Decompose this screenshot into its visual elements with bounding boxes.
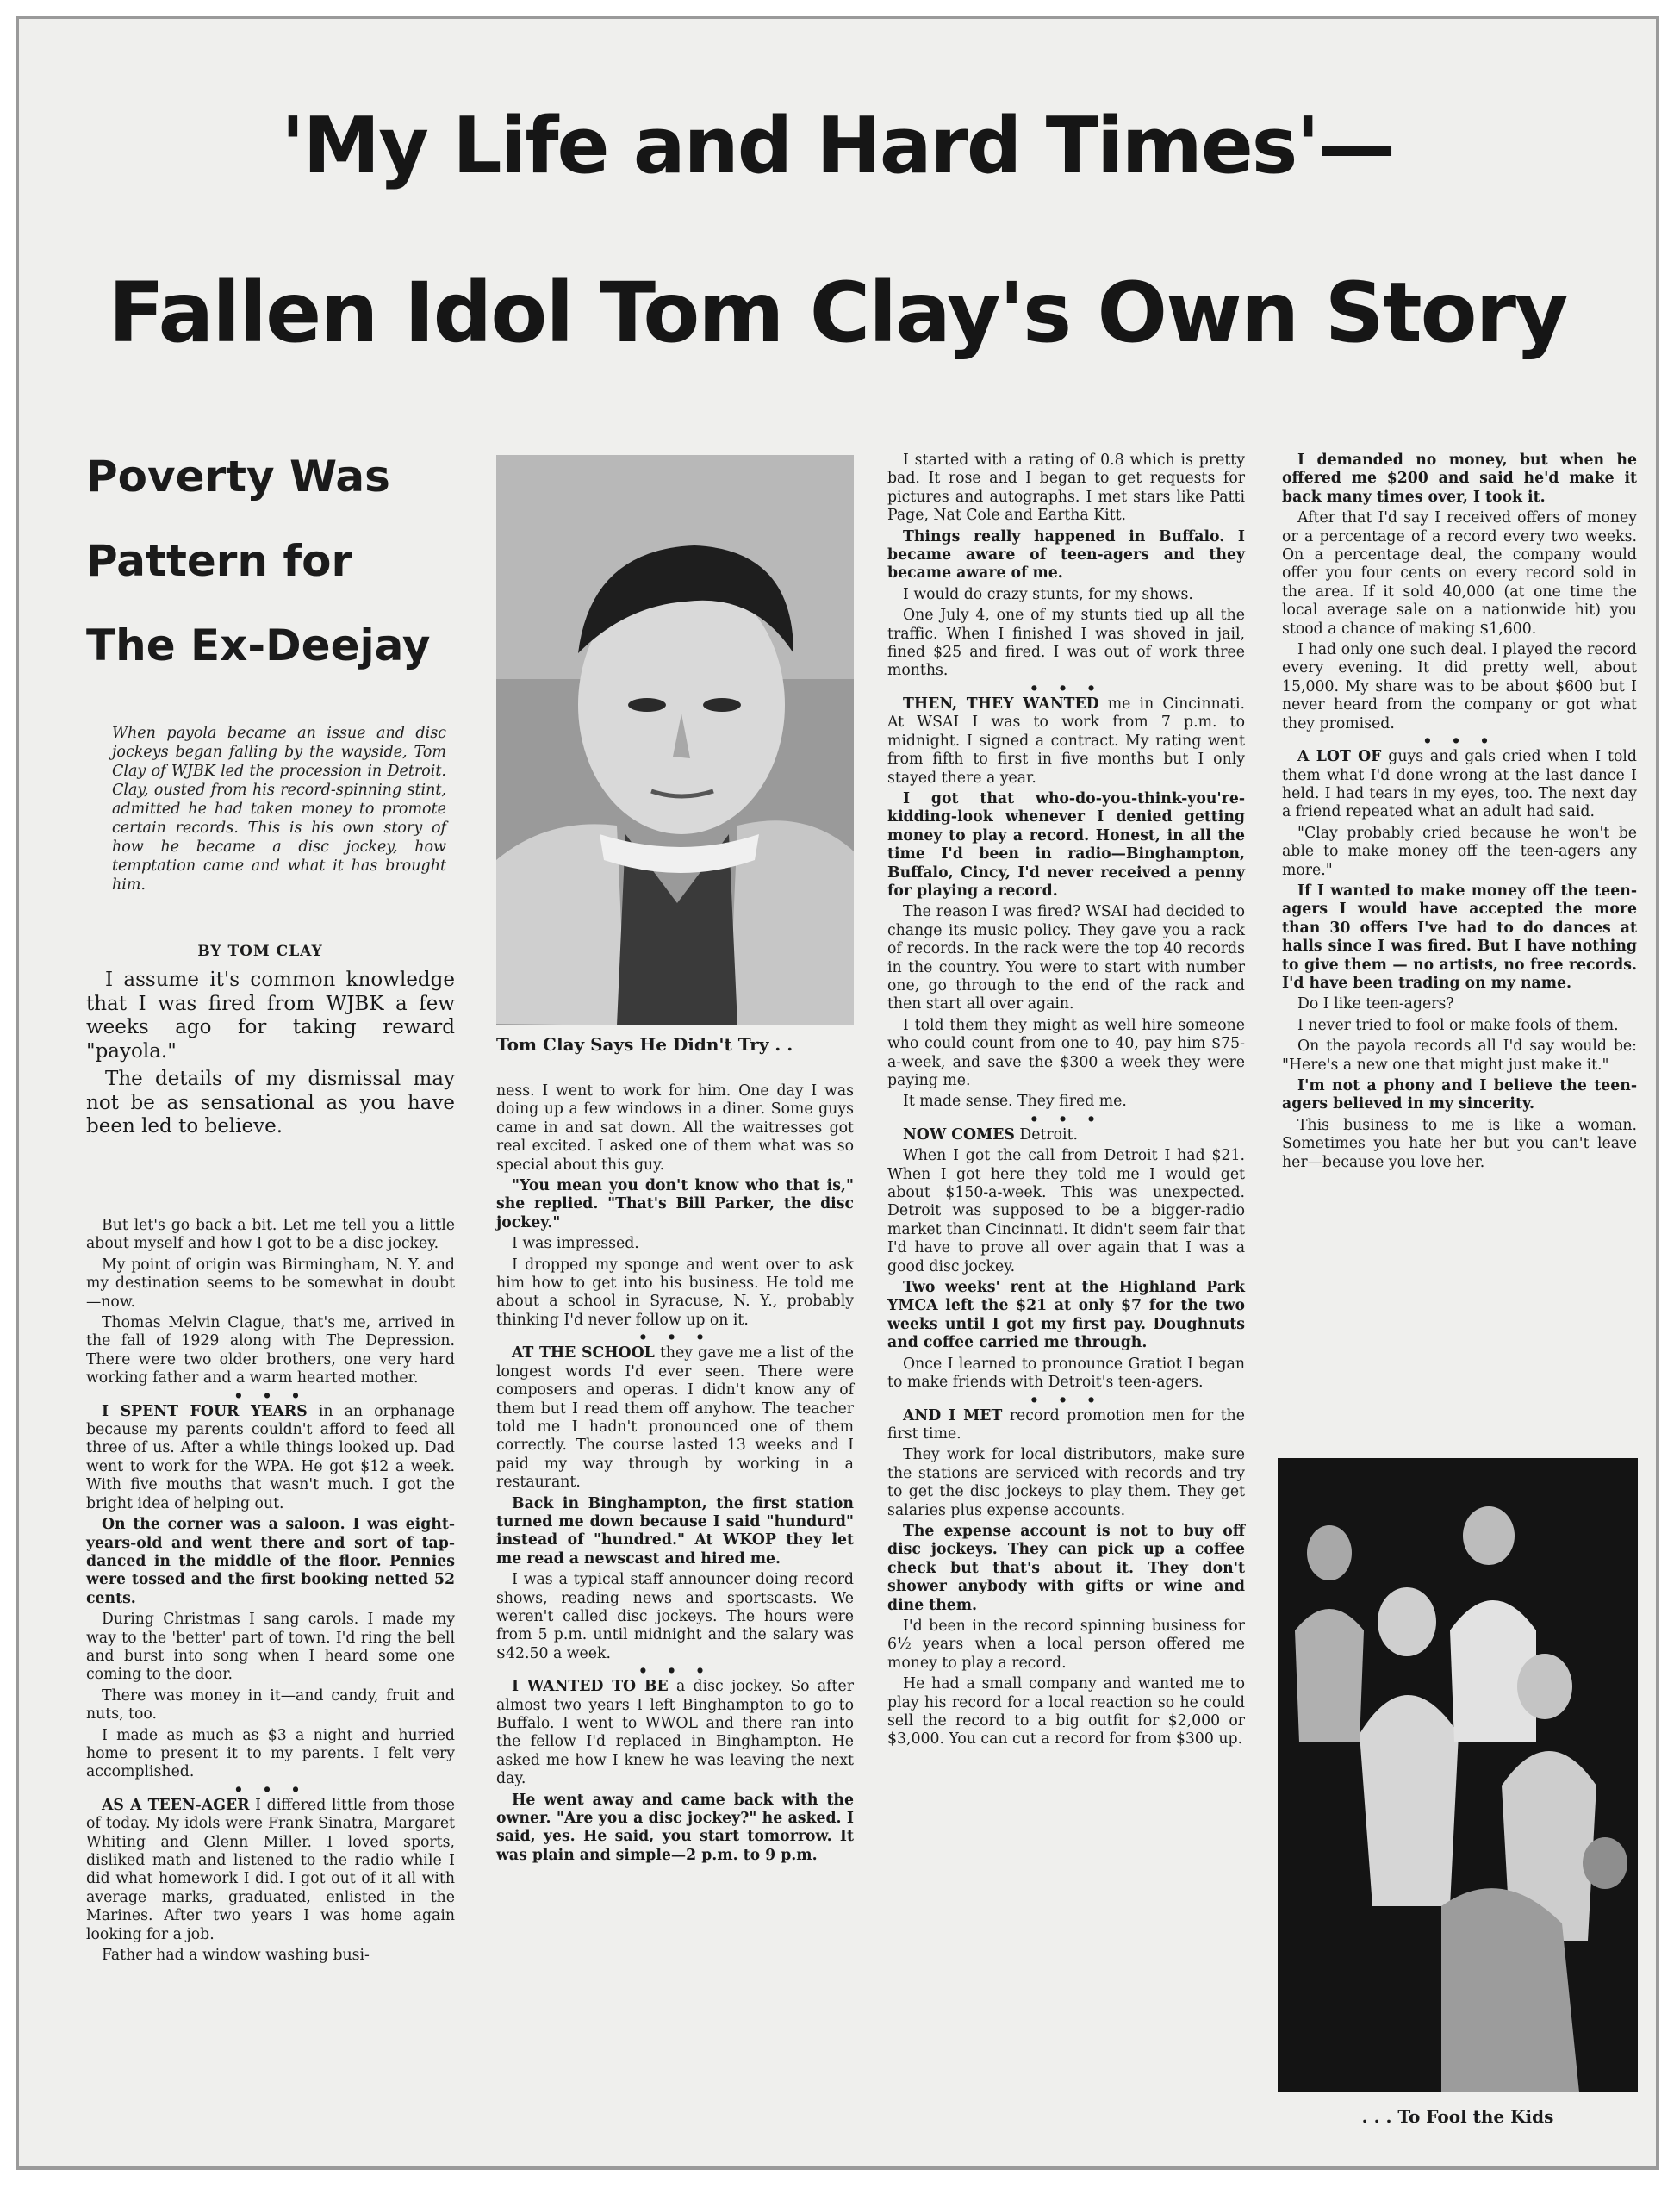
paragraph-text: There was money in it—and candy, fruit and nuts, too.	[86, 1686, 455, 1724]
paragraph-text: a disc jockey. So after almost two years I left Binghampton to go to Buffalo. I went to WWOL and there ran into the fellow I'd replaced in Binghampton. He asked me how I knew he was leaving the next day.	[496, 1678, 854, 1788]
article-paragraph	[887, 1618, 1245, 1673]
paragraph-text: I demanded no money, but when he offered me $200 and said he'd make it back many times over, I took it.	[1282, 452, 1637, 506]
paragraph-text: I started with a rating of 0.8 which is pretty bad. It rose and I began to get requests for pictures and autographs. I met stars like Patti Page, Nat Cole and Eartha Kitt.	[887, 452, 1245, 525]
paragraph-text: I never tried to fool or make fools of them.	[1297, 1016, 1619, 1034]
paragraph-text: It made sense. They fired me.	[903, 1093, 1127, 1111]
paragraph-lead-in: A LOT OF	[1297, 748, 1382, 766]
paragraph-lead-in: AND I MET	[903, 1406, 1003, 1424]
article-paragraph	[496, 1235, 854, 1253]
article-column-2	[496, 1082, 854, 1867]
newspaper-page	[16, 16, 1659, 2170]
article-column-1	[86, 1217, 455, 1967]
article-paragraph	[496, 1571, 854, 1663]
section-divider: • • •	[1422, 733, 1496, 751]
article-paragraph	[86, 1687, 455, 1724]
lede-paragraph: The details of my dismissal may not be as sensational as you have been led to believe.	[86, 1068, 455, 1138]
article-paragraph	[1282, 1038, 1637, 1075]
paragraph-text: Back in Binghampton, the first station turned me down because I said "hundurd" instead of "hundred." At WKOP they let me read a newscast and hired me.	[496, 1494, 854, 1568]
lede-paragraph: I assume it's common knowledge that I was fired from WJBK a few weeks ago for taking reward "payola."	[86, 969, 455, 1063]
article-paragraph	[887, 1279, 1245, 1353]
paragraph-text: I was a typical staff announcer doing record shows, reading news and sportscasts. We weren't called disc jockeys. The hours were from 5 p.m. until midnight and the salary was $42.50 a week.	[496, 1571, 854, 1662]
paragraph-text: My point of origin was Birmingham, N. Y. and my destination seems to be somewhat in doubt—now.	[86, 1256, 455, 1311]
article-paragraph	[86, 1314, 455, 1388]
dance-caption: . . . To Fool the Kids	[1361, 2106, 1554, 2127]
paragraph-text: Once I learned to pronounce Gratiot I began to make friends with Detroit's teen-agers.	[887, 1355, 1245, 1392]
article-paragraph	[887, 607, 1245, 681]
article-paragraph	[496, 1177, 854, 1232]
paragraph-text: But let's go back a bit. Let me tell you a little about myself and how I got to be a disc jockey.	[86, 1217, 455, 1253]
article-paragraph	[887, 695, 1245, 788]
paragraph-lead-in: I WANTED TO BE	[512, 1678, 669, 1696]
paragraph-text: I'd been in the record spinning business for 6½ years when a local person offered me money to play a record.	[887, 1617, 1245, 1672]
article-paragraph	[887, 528, 1245, 583]
article-paragraph	[887, 903, 1245, 1013]
dance-illustration	[1278, 1458, 1638, 2092]
paragraph-text: me in Cincinnati. At WSAI I was to work from 7 p.m. to midnight. I signed a contract. My rating went from fifth to first in five months but I only stayed there a year.	[887, 695, 1245, 787]
article-paragraph	[1282, 1077, 1637, 1114]
paragraph-text: they gave me a list of the longest words I'd ever seen. There were composers and operas. I didn't know any of them but I read them off anyhow. The teacher told me I hadn't pronounced one of them correctly. The course lasted 13 weeks and I paid my way through by working in a restaurant.	[496, 1344, 854, 1492]
article-paragraph	[887, 1446, 1245, 1520]
article-paragraph	[86, 1516, 455, 1608]
section-divider: • • •	[1029, 680, 1104, 698]
paragraph-text: The expense account is not to buy off disc jockeys. They can pick up a coffee check but that's about it. They don't shower anybody with gifts or wine and dine them.	[887, 1522, 1245, 1614]
article-paragraph	[1282, 882, 1637, 993]
paragraph-text: This business to me is like a woman. Sometimes you hate her but you can't leave her—because you love her.	[1282, 1116, 1637, 1171]
paragraph-text: I'm not a phony and I believe the teen-agers believed in my sincerity.	[1282, 1077, 1637, 1113]
section-divider: • • •	[638, 1663, 712, 1681]
paragraph-text: Things really happened in Buffalo. I became aware of teen-agers and they became aware of me.	[887, 527, 1245, 583]
article-paragraph	[1282, 995, 1637, 1013]
paragraph-text: record promotion men for the first time.	[887, 1406, 1245, 1443]
article-paragraph	[86, 1727, 455, 1782]
article-paragraph	[1282, 1017, 1637, 1035]
article-paragraph	[86, 1217, 455, 1254]
article-paragraph	[1282, 1117, 1637, 1172]
article-paragraph	[86, 1403, 455, 1513]
paragraph-text: ness. I went to work for him. One day I was doing up a few windows in a diner. Some guys came in and sat down. All the waitresses got real excited. I asked one of them what was so special about this guy.	[496, 1082, 854, 1174]
headline-line-1: 'My Life and Hard Times'—	[281, 101, 1394, 191]
paragraph-text: Thomas Melvin Clague, that's me, arrived in the fall of 1929 along with The Depression. There were two older brothers, one very hard working father and a warm hearted mother.	[86, 1314, 455, 1387]
article-paragraph	[887, 1017, 1245, 1091]
portrait-illustration	[496, 455, 854, 1025]
article-paragraph	[887, 1675, 1245, 1749]
paragraph-text: Two weeks' rent at the Highland Park YMCA left the $21 at only $7 for the two weeks until I got my first pay. Doughnuts and coffee carried me through.	[887, 1279, 1245, 1352]
article-paragraph	[1282, 825, 1637, 880]
article-column-3	[887, 452, 1245, 1752]
article-paragraph	[1282, 509, 1637, 639]
paragraph-text: in an orphanage because my parents couldn't afford to feed all three of us. After a while things looked up. Dad went to work for the WPA. He got $12 a week. With five mouths that wasn't much. I got the bright idea of helping out.	[86, 1402, 455, 1512]
paragraph-text: I made as much as $3 a night and hurried home to present it to my parents. I felt very accomplished.	[86, 1726, 455, 1781]
lede-paragraphs	[86, 969, 455, 1144]
paragraph-text: Do I like teen-agers?	[1297, 995, 1454, 1013]
article-paragraph	[1282, 641, 1637, 733]
dance-photo	[1278, 1458, 1638, 2092]
portrait-caption: Tom Clay Says He Didn't Try . .	[496, 1034, 793, 1055]
article-paragraph	[86, 1797, 455, 1944]
paragraph-text: One July 4, one of my stunts tied up all the traffic. When I finished I was shoved in jail, fined $25 and fired. I was out of work three months.	[887, 607, 1245, 680]
section-divider: • • •	[638, 1330, 712, 1348]
paragraph-text: On the payola records all I'd say would be: "Here's a new one that might just make it."	[1282, 1038, 1637, 1074]
paragraph-text: I was impressed.	[512, 1235, 639, 1253]
paragraph-text: I had only one such deal. I played the record every evening. It did pretty well, about 15,000. My share was to be about $600 but I never heard from the company or got what they promised.	[1282, 641, 1637, 732]
article-paragraph	[496, 1082, 854, 1175]
article-paragraph	[496, 1344, 854, 1492]
paragraph-text: He went away and came back with the owner. "Are you a disc jockey?" he asked. I said, yes. He said, you start tomorrow. It was plain and simple—2 p.m. to 9 p.m.	[496, 1791, 854, 1864]
paragraph-text: After that I'd say I received offers of money or a percentage of a record every two weeks. On a percentage deal, the company would offer you four cents on every record sold in the area. If it sold 40,000 (at one time the local average sale on a nationwide hit) you stood a chance of making $1,600.	[1282, 509, 1637, 638]
article-paragraph	[1282, 748, 1637, 822]
paragraph-text: "Clay probably cried because he won't be able to make money off the teen-agers any more."	[1282, 824, 1637, 879]
article-paragraph	[86, 1256, 455, 1312]
portrait-photo	[496, 455, 854, 1025]
paragraph-text: If I wanted to make money off the teen-agers I would have accepted the more than 30 offers I've had to do dances at halls since I was fired. But I have nothing to give them — no artists, no free records. I'd have been trading on my name.	[1282, 882, 1637, 992]
paragraph-text: He had a small company and wanted me to play his record for a local reaction so he could sell the record to a big outfit for $2,000 or $3,000. You can cut a record for from $300 up.	[887, 1675, 1245, 1749]
article-paragraph	[86, 1611, 455, 1685]
article-paragraph	[496, 1792, 854, 1866]
section-divider: • • •	[1029, 1392, 1104, 1410]
article-paragraph	[86, 1947, 455, 1965]
section-divider: • • •	[233, 1387, 308, 1406]
byline: BY TOM CLAY	[197, 943, 323, 960]
subhead: Poverty Was Pattern for The Ex-Deejay	[86, 452, 431, 670]
article-paragraph	[1282, 452, 1637, 507]
article-column-4	[1282, 452, 1637, 1175]
section-divider: • • •	[1029, 1111, 1104, 1129]
article-paragraph	[887, 1126, 1245, 1144]
article-paragraph	[496, 1678, 854, 1788]
article-paragraph	[496, 1256, 854, 1331]
article-paragraph	[887, 1407, 1245, 1444]
section-divider: • • •	[233, 1781, 308, 1799]
intro-blurb: When payola became an issue and disc jockeys began falling by the wayside, Tom Clay of WJBK led the procession in Detroit. Clay, ousted from his record-spinning stint, admitted he had taken money to promote certain records. This is his own story of how he became a disc jockey, how temptation came and what it has brought him.	[112, 725, 446, 894]
article-paragraph	[887, 1356, 1245, 1393]
article-paragraph	[887, 586, 1245, 604]
paragraph-text: I differed little from those of today. My idols were Frank Sinatra, Margaret Whiting and Glenn Miller. I loved sports, disliked math and listened to the radio while I did what homework I did. I got out of it all with average marks, graduated, enlisted in the Marines. After two years I was home again looking for a job.	[86, 1796, 456, 1943]
article-paragraph	[887, 1147, 1245, 1276]
article-paragraph	[887, 1523, 1245, 1615]
headline-line-2: Fallen Idol Tom Clay's Own Story	[108, 265, 1567, 361]
paragraph-lead-in: I SPENT FOUR YEARS	[102, 1402, 308, 1420]
article-paragraph	[887, 790, 1245, 901]
article-paragraph	[496, 1495, 854, 1569]
paragraph-text: Father had a window washing busi-	[102, 1947, 370, 1965]
paragraph-text: I would do crazy stunts, for my shows.	[903, 585, 1193, 603]
paragraph-lead-in: NOW COMES	[903, 1125, 1015, 1144]
paragraph-lead-in: AS A TEEN-AGER	[102, 1796, 250, 1814]
paragraph-text: I told them they might as well hire someone who could count from one to 40, pay him $75-a-week, and save the $300 a week they were paying me.	[887, 1016, 1245, 1089]
paragraph-text: When I got the call from Detroit I had $21. When I got here they told me I would get about $150-a-week. This was unexpected. Detroit was supposed to be a bigger-radio market than Cincinnati. It didn't seem fair that I'd have to prove all over again that I was a good disc jockey.	[887, 1147, 1245, 1275]
paragraph-text: guys and gals cried when I told them what I'd done wrong at the last dance I held. I had tears in my eyes, too. The next day a friend repeated what an adult had said.	[1282, 748, 1637, 821]
paragraph-text: They work for local distributors, make sure the stations are serviced with records and try to get the disc jockeys to play them. They get salaries plus expense accounts.	[887, 1446, 1245, 1519]
paragraph-text: The reason I was fired? WSAI had decided to change its music policy. They gave you a rack of records. In the rack were the top 40 records in the country. You were to start with number one, go through to the end of the rack and then start all over again.	[887, 903, 1245, 1013]
article-paragraph	[887, 1093, 1245, 1111]
paragraph-text: Detroit.	[1014, 1125, 1079, 1144]
paragraph-lead-in: AT THE SCHOOL	[512, 1344, 655, 1362]
paragraph-lead-in: THEN, THEY WANTED	[903, 695, 1099, 713]
paragraph-text: I dropped my sponge and went over to ask him how to get into his business. He told me about a school in Syracuse, N. Y., probably thinking I'd never follow up on it.	[496, 1256, 854, 1329]
paragraph-text: During Christmas I sang carols. I made my way to the 'better' part of town. I'd ring the bell and burst into song when I heard some one coming to the door.	[86, 1611, 455, 1684]
paragraph-text: On the corner was a saloon. I was eight-years-old and went there and sort of tap-danced in the middle of the floor. Pennies were tossed and the first booking netted 52 cents.	[86, 1516, 455, 1607]
article-paragraph	[887, 452, 1245, 526]
paragraph-text: I got that who-do-you-think-you're-kidding-look whenever I denied getting money to play a record. Honest, in all the time I'd been in radio—Binghampton, Buffalo, Cincy, I'd never received a penny for playing a record.	[887, 789, 1245, 900]
paragraph-text: "You mean you don't know who that is," she replied. "That's Bill Parker, the disc jockey."	[496, 1177, 854, 1231]
